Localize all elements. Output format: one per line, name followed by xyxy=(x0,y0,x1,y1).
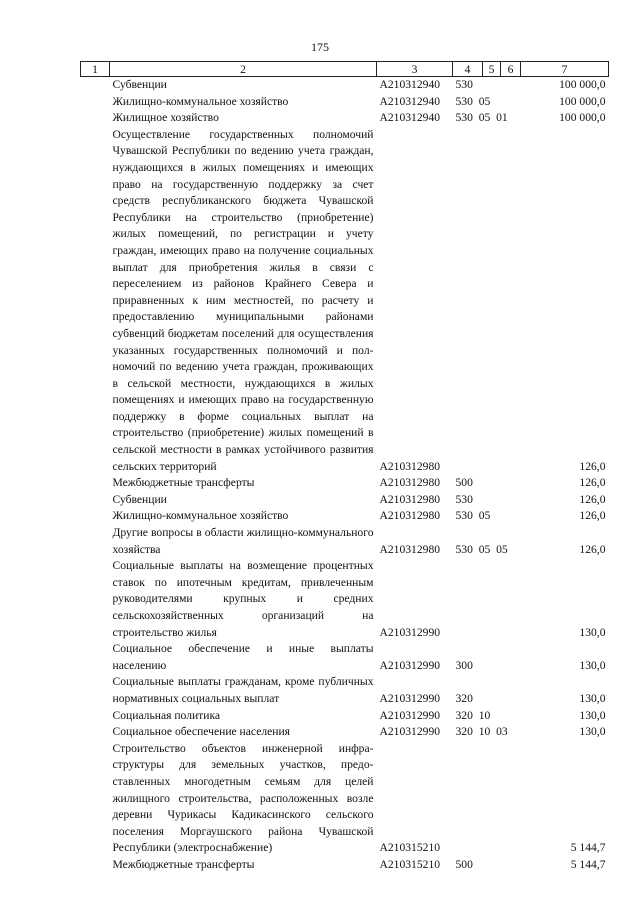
row-amount: 130,0 xyxy=(579,625,606,639)
table-row xyxy=(81,558,609,641)
row-amount: 130,0 xyxy=(579,691,606,705)
row-codes xyxy=(453,741,521,857)
row-name: Субвенции xyxy=(112,78,167,91)
cell-blank xyxy=(81,708,110,725)
row-codes: 530 xyxy=(455,78,473,91)
row-code: А210312980 xyxy=(379,459,441,473)
row-codes: 300 xyxy=(455,658,473,672)
column-header-2: 2 xyxy=(110,62,377,77)
row-amount: 126,0 xyxy=(579,492,606,506)
row-amount: 100 000,0 xyxy=(559,78,606,91)
page-number: 175 xyxy=(311,40,329,54)
row-amount: 126,0 xyxy=(579,459,606,473)
cell-blank xyxy=(81,724,110,741)
cell-blank xyxy=(81,492,110,509)
row-amount: 130,0 xyxy=(579,725,606,739)
table-row xyxy=(81,641,609,674)
table-row xyxy=(81,674,609,707)
column-header-4: 4 xyxy=(453,62,483,77)
column-header-7: 7 xyxy=(521,62,609,77)
cell-blank xyxy=(81,525,110,558)
row-codes: 530 05 01 xyxy=(455,111,508,125)
table-row xyxy=(81,741,609,857)
row-codes: 530 05 05 xyxy=(455,542,508,556)
row-code: А210315210 xyxy=(379,841,441,855)
row-amount: 100 000,0 xyxy=(559,111,606,125)
row-name: Социальная политика xyxy=(112,708,221,722)
cell-blank xyxy=(81,641,110,674)
column-header-1: 1 xyxy=(81,62,110,77)
row-code: А210312990 xyxy=(379,725,441,739)
row-name: Осуществление государственных полномочий Чувашской Республики по ведению учета граждан, нуждающихся в жилых помещениях и имеющих право на государственную поддержку за счет средств республиканского бюджета Чувашской Республики на строительство (приобретение) жилых помещений, по регистрации и учету граждан, имеющих право на получение социальных выплат для приобретения жилья в связи с переселением из районов Крайнего Севера и приравненных к ним местностей, по расчету и предоставлению муниципальными районами субвенций бюджетам поселений для осуществления указанных государственных полномочий и полномочий по ведению учета граждан, проживающих в сельской местности, нуждающихся в жилых помещениях и имеющих право на государственную поддержку в форме социальных выплат на строительство (приобретение) жилых помещений в сельской местности в рамках устойчивого развития сельских территорий xyxy=(112,127,374,473)
column-header-row xyxy=(81,62,609,77)
row-name: Другие вопросы в области жилищно-коммунального хозяйства xyxy=(112,526,374,556)
row-codes: 320 10 03 xyxy=(455,725,508,739)
row-codes: 530 xyxy=(455,492,473,506)
row-name: Социальное обеспечение населения xyxy=(112,725,291,739)
row-amount: 130,0 xyxy=(579,708,606,722)
row-code: А210312990 xyxy=(379,691,441,705)
cell-blank xyxy=(81,127,110,475)
row-name: Межбюджетные трансферты xyxy=(112,857,255,871)
row-amount: 130,0 xyxy=(579,658,606,672)
table-body xyxy=(81,77,609,874)
table-row xyxy=(81,508,609,525)
row-code: А210312980 xyxy=(379,492,441,506)
row-code: А210312980 xyxy=(379,476,441,490)
row-code: А210312980 xyxy=(379,542,441,556)
row-codes: 320 10 xyxy=(455,708,491,722)
row-codes: 320 xyxy=(455,691,473,705)
row-name: Субвенции xyxy=(112,492,167,506)
row-amount: 126,0 xyxy=(579,509,606,523)
row-code: А210312980 xyxy=(379,509,441,523)
row-codes: 500 xyxy=(455,857,473,871)
row-code: А210312940 xyxy=(379,94,441,108)
column-header-5: 5 xyxy=(483,62,501,77)
row-name: Социальные выплаты гражданам, кроме публичных нормативных социальных выплат xyxy=(112,675,374,705)
row-name: Социальные выплаты на возмещение процентных ставок по ипотечным кредитам, привлеченным руководителями крупных и средних сельскохозяйственных организаций на строительство жилья xyxy=(112,559,374,639)
cell-blank xyxy=(81,475,110,492)
row-code: А210312940 xyxy=(379,111,441,125)
row-amount: 5 144,7 xyxy=(570,857,606,871)
row-codes xyxy=(453,127,521,475)
table-row xyxy=(81,475,609,492)
row-code: А210312990 xyxy=(379,625,441,639)
row-name: Жилищное хозяйство xyxy=(112,111,219,125)
table-row xyxy=(81,857,609,874)
row-name: Социальное обеспечение и иные выплаты населению xyxy=(112,642,374,672)
cell-blank xyxy=(81,558,110,641)
cell-blank xyxy=(81,110,110,127)
row-code: А210312940 xyxy=(379,78,441,91)
row-codes: 530 05 xyxy=(455,509,491,523)
table-row xyxy=(81,127,609,475)
row-amount: 100 000,0 xyxy=(559,94,606,108)
cell-blank xyxy=(81,741,110,857)
row-code: А210315210 xyxy=(379,857,441,871)
row-codes: 530 05 xyxy=(455,94,491,108)
row-name: Межбюджетные трансферты xyxy=(112,476,255,490)
table-row xyxy=(81,77,609,94)
row-codes: 500 xyxy=(455,476,473,490)
column-header-6: 6 xyxy=(501,62,521,77)
cell-blank xyxy=(81,77,110,94)
row-name: Жилищно-коммунальное хозяйство xyxy=(112,94,289,108)
cell-blank xyxy=(81,674,110,707)
table-row xyxy=(81,94,609,111)
table-row xyxy=(81,708,609,725)
row-codes xyxy=(453,558,521,641)
row-amount: 5 144,7 xyxy=(570,841,606,855)
table-row xyxy=(81,525,609,558)
cell-blank xyxy=(81,94,110,111)
row-amount: 126,0 xyxy=(579,542,606,556)
row-code: А210312990 xyxy=(379,658,441,672)
cell-blank xyxy=(81,857,110,874)
row-amount: 126,0 xyxy=(579,476,606,490)
table-row xyxy=(81,492,609,509)
row-name: Жилищно-коммунальное хозяйство xyxy=(112,509,289,523)
row-code: А210312990 xyxy=(379,708,441,722)
budget-table xyxy=(80,61,609,874)
table-row xyxy=(81,110,609,127)
table-row xyxy=(81,724,609,741)
column-header-3: 3 xyxy=(377,62,453,77)
cell-blank xyxy=(81,508,110,525)
row-name: Строительство объектов инженерной инфраструктуры для земельных участков, предоставленных многодетным семьям для целей жилищного строительства, расположенных возле деревни Чурикасы Кадикасинского сельского поселения Моргаушского района Чувашской Республики (электроснабжение) xyxy=(112,741,374,855)
